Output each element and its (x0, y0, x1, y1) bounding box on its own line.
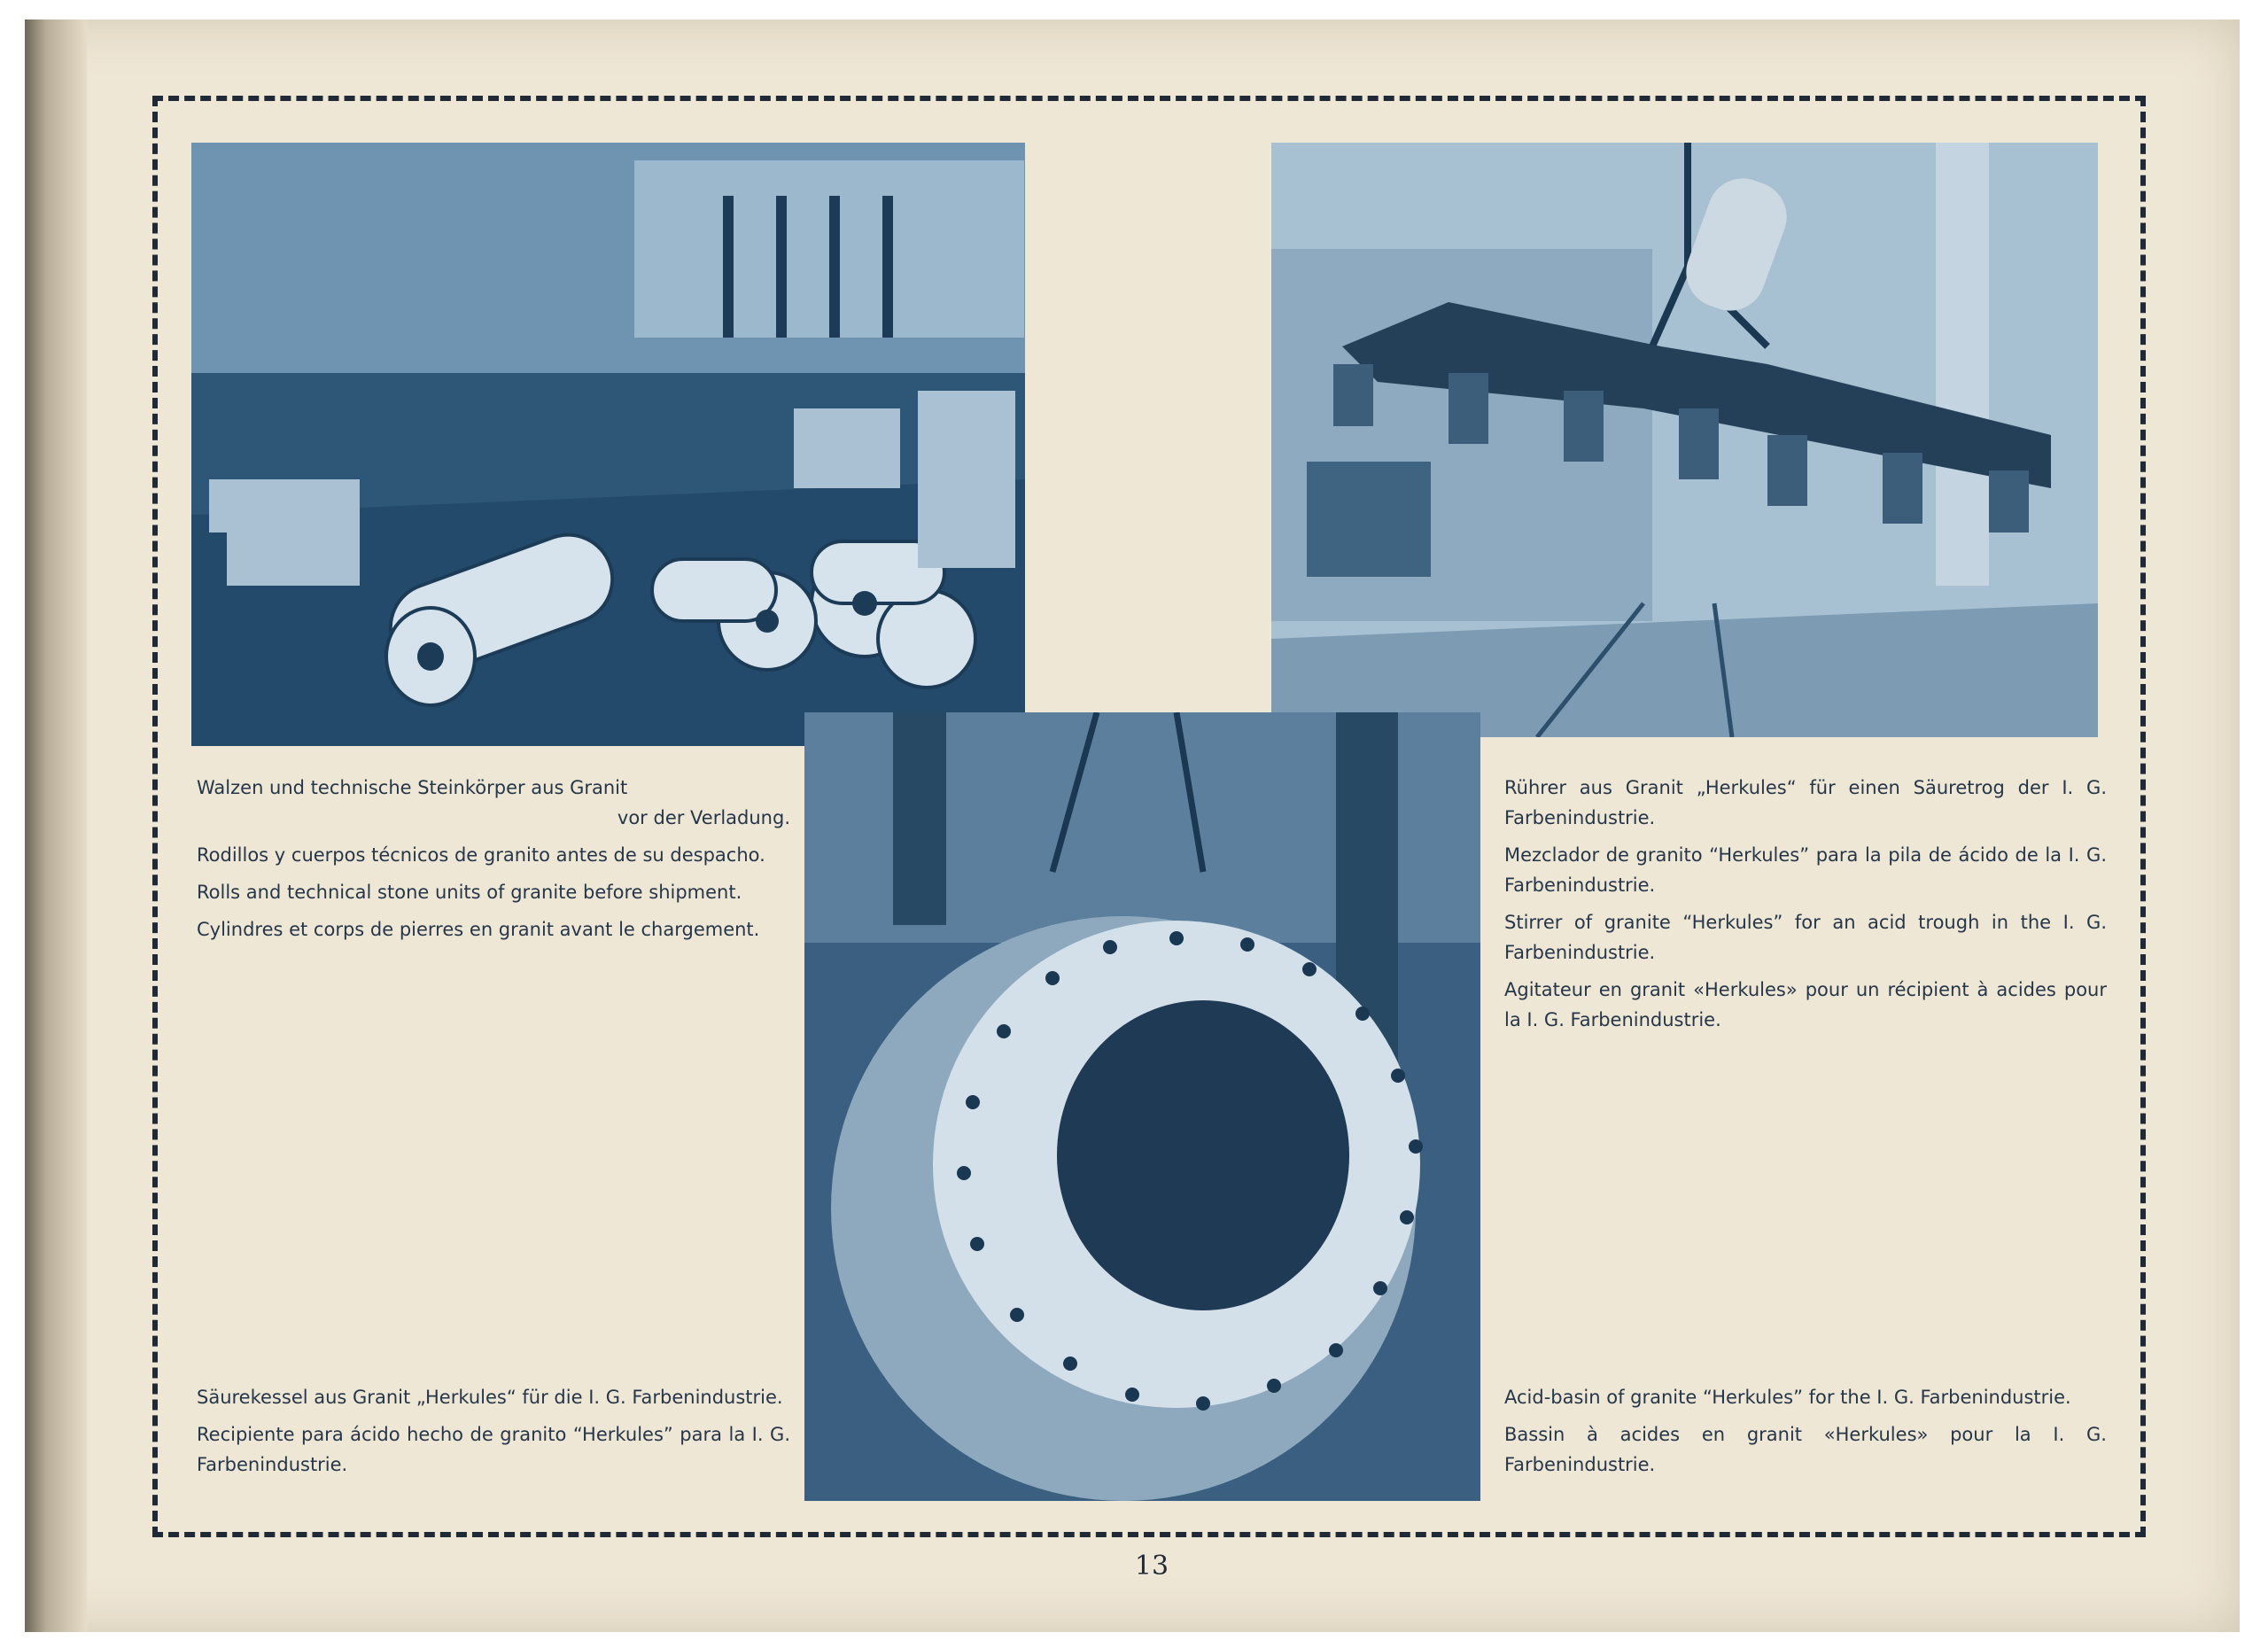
caption-de: Rührer aus Granit „Herkules“ für einen Säuretrog der I. G. Farbenindustrie. (1504, 777, 2107, 828)
photo-granite-stirrer (1271, 143, 2098, 737)
caption-granite-rolls (197, 773, 790, 952)
caption-fr: Cylindres et corps de pierres en granit avant le chargement. (197, 919, 760, 940)
caption-es: Recipiente para ácido hecho de granito “Herkules” para la I. G. Farbenindustrie. (197, 1424, 790, 1475)
photo-granite-rolls (191, 143, 1025, 746)
caption-de-line1: Walzen und technische Steinkörper aus Granit (197, 777, 628, 798)
page-number: 13 (1134, 1551, 1169, 1582)
photo-acid-basin (804, 712, 1480, 1501)
caption-en: Stirrer of granite “Herkules” for an acid trough in the I. G. Farbenindustrie. (1504, 912, 2107, 963)
caption-acid-basin-left (197, 1382, 790, 1487)
caption-es: Rodillos y cuerpos técnicos de granito antes de su despacho. (197, 844, 765, 866)
book-spine (25, 19, 87, 1632)
caption-fr: Bassin à acides en granit «Herkules» pour la I. G. Farbenindustrie. (1504, 1424, 2107, 1475)
caption-fr: Agitateur en granit «Herkules» pour un récipient à acides pour la I. G. Farbenindustrie. (1504, 979, 2107, 1030)
caption-granite-stirrer (1504, 773, 2107, 1042)
caption-de-line2: vor der Verladung. (617, 807, 790, 828)
caption-es: Mezclador de granito “Herkules” para la pila de ácido de la I. G. Farbenindustrie. (1504, 844, 2107, 896)
caption-acid-basin-right (1504, 1382, 2107, 1487)
caption-de: Säurekessel aus Granit „Herkules“ für die I. G. Farbenindustrie. (197, 1387, 783, 1408)
caption-en: Rolls and technical stone units of granite before shipment. (197, 882, 742, 903)
caption-en: Acid-basin of granite “Herkules” for the I. G. Farbenindustrie. (1504, 1387, 2071, 1408)
